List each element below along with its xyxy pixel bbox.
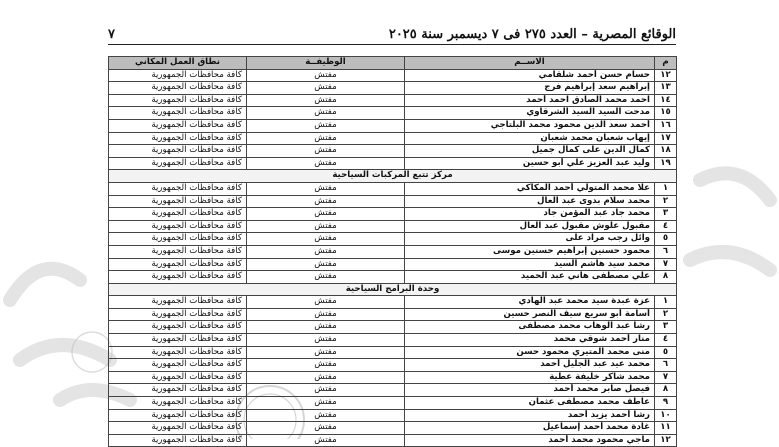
row-name: عزة عبدة سيد محمد عبد الهادي (405, 296, 655, 309)
table-row (109, 397, 677, 410)
row-name: محمد شاكر خليفة عطية (405, 371, 655, 384)
row-scope: كافة محافظات الجمهورية (109, 182, 247, 195)
row-name: رشا أحمد يزيد أحمد (405, 409, 655, 422)
row-job: مفتش (247, 434, 405, 447)
row-number: ٥ (655, 233, 677, 246)
row-job: مفتش (247, 397, 405, 410)
row-name: علي مصطفى هاني عبد الحميد (405, 271, 655, 284)
row-name: ماجي محمود محمد أحمد (405, 434, 655, 447)
table-row (109, 94, 677, 107)
row-job: مفتش (247, 94, 405, 107)
table-row (109, 107, 677, 120)
row-name: كمال الدين على كمال جميل (405, 145, 655, 158)
row-scope: كافة محافظات الجمهورية (109, 132, 247, 145)
row-name: احمد محمد الصادق احمد أحمد (405, 94, 655, 107)
table-row (109, 119, 677, 132)
row-scope: كافة محافظات الجمهورية (109, 321, 247, 334)
row-job: مفتش (247, 220, 405, 233)
row-job: مفتش (247, 346, 405, 359)
row-scope: كافة محافظات الجمهورية (109, 409, 247, 422)
table-row (109, 371, 677, 384)
row-job: مفتش (247, 409, 405, 422)
page-header (108, 16, 676, 45)
table-body (109, 69, 677, 447)
row-name: غادة محمد أحمد إسماعيل (405, 422, 655, 435)
row-number: ١١ (655, 422, 677, 435)
row-number: ٥ (655, 346, 677, 359)
table-row (109, 346, 677, 359)
row-scope: كافة محافظات الجمهورية (109, 233, 247, 246)
row-name: أحمد سعد الدين محمود محمد البلتاجي (405, 119, 655, 132)
row-scope: كافة محافظات الجمهورية (109, 94, 247, 107)
table-row (109, 359, 677, 372)
row-scope: كافة محافظات الجمهورية (109, 397, 247, 410)
table-row (109, 271, 677, 284)
table-row (109, 245, 677, 258)
row-name: محمد سلام بدوى عبد العال (405, 195, 655, 208)
row-scope: كافة محافظات الجمهورية (109, 359, 247, 372)
row-name: فيصل صابر محمد أحمد (405, 384, 655, 397)
section-row (109, 283, 677, 296)
row-number: ١٦ (655, 119, 677, 132)
row-number: ٦ (655, 359, 677, 372)
table-row (109, 82, 677, 95)
row-job: مفتش (247, 195, 405, 208)
table-row (109, 220, 677, 233)
row-number: ١٣ (655, 82, 677, 95)
table-row (109, 157, 677, 170)
row-job: مفتش (247, 208, 405, 221)
row-job: مفتش (247, 82, 405, 95)
row-number: ٢ (655, 308, 677, 321)
table-row (109, 321, 677, 334)
row-scope: كافة محافظات الجمهورية (109, 208, 247, 221)
page-number: ٧ (108, 27, 115, 42)
row-job: مفتش (247, 132, 405, 145)
row-number: ٢ (655, 195, 677, 208)
row-job: مفتش (247, 233, 405, 246)
table-header-row (109, 57, 677, 70)
section-row (109, 170, 677, 183)
table-row (109, 308, 677, 321)
table-row (109, 195, 677, 208)
row-number: ١٠ (655, 409, 677, 422)
row-scope: كافة محافظات الجمهورية (109, 145, 247, 158)
row-scope: كافة محافظات الجمهورية (109, 371, 247, 384)
table-row (109, 296, 677, 309)
row-scope: كافة محافظات الجمهورية (109, 384, 247, 397)
row-name: إيهاب شعبان محمد شعبان (405, 132, 655, 145)
row-name: أسامة أبو سريع سيف النصر حسين (405, 308, 655, 321)
row-job: مفتش (247, 258, 405, 271)
row-name: عاطف محمد مصطفى عثمان (405, 397, 655, 410)
row-number: ٦ (655, 245, 677, 258)
row-scope: كافة محافظات الجمهورية (109, 308, 247, 321)
row-name: وليد عبد العزيز علي أبو حسين (405, 157, 655, 170)
row-name: إبراهيم سعد إبراهيم فرج (405, 82, 655, 95)
row-job: مفتش (247, 145, 405, 158)
table-row (109, 208, 677, 221)
section-title: وحدة البرامج السياحية (109, 283, 677, 296)
row-name: محمد عيد عبد الجليل أحمد (405, 359, 655, 372)
row-scope: كافة محافظات الجمهورية (109, 346, 247, 359)
row-job: مفتش (247, 271, 405, 284)
section-title: مركز تتبع المركبات السياحية (109, 170, 677, 183)
table-row (109, 145, 677, 158)
row-number: ١ (655, 296, 677, 309)
table-row (109, 409, 677, 422)
row-job: مفتش (247, 107, 405, 120)
row-job: مفتش (247, 69, 405, 82)
table-row (109, 422, 677, 435)
row-job: مفتش (247, 334, 405, 347)
column-header-scope: نطاق العمل المكاني (109, 57, 247, 70)
row-job: مفتش (247, 422, 405, 435)
row-name: محمود حسنين إبراهيم حسنين موسى (405, 245, 655, 258)
table-row (109, 384, 677, 397)
row-scope: كافة محافظات الجمهورية (109, 107, 247, 120)
row-scope: كافة محافظات الجمهورية (109, 434, 247, 447)
row-number: ١٤ (655, 94, 677, 107)
row-scope: كافة محافظات الجمهورية (109, 157, 247, 170)
row-name: حسام حسن أحمد شلقامي (405, 69, 655, 82)
row-scope: كافة محافظات الجمهورية (109, 271, 247, 284)
row-scope: كافة محافظات الجمهورية (109, 334, 247, 347)
row-name: مدحت السيد السيد الشرقاوي (405, 107, 655, 120)
row-number: ٧ (655, 371, 677, 384)
table-row (109, 233, 677, 246)
gazette-title: الوقائع المصرية – العدد ٢٧٥ فى ٧ ديسمبر سنة ٢٠٢٥ (388, 27, 676, 42)
row-job: مفتش (247, 371, 405, 384)
row-number: ١٢ (655, 69, 677, 82)
row-number: ٣ (655, 208, 677, 221)
row-job: مفتش (247, 245, 405, 258)
column-header-number: م (655, 57, 677, 70)
row-number: ٩ (655, 397, 677, 410)
row-number: ١ (655, 182, 677, 195)
table-row (109, 258, 677, 271)
column-header-name: الاســم (405, 57, 655, 70)
inspectors-table (108, 56, 677, 447)
row-job: مفتش (247, 359, 405, 372)
row-number: ٨ (655, 384, 677, 397)
row-number: ١٥ (655, 107, 677, 120)
row-job: مفتش (247, 182, 405, 195)
row-number: ١٩ (655, 157, 677, 170)
row-job: مفتش (247, 296, 405, 309)
row-scope: كافة محافظات الجمهورية (109, 245, 247, 258)
row-number: ١٢ (655, 434, 677, 447)
row-name: مقبول علوش مقبول عبد العال (405, 220, 655, 233)
row-scope: كافة محافظات الجمهورية (109, 296, 247, 309)
row-scope: كافة محافظات الجمهورية (109, 195, 247, 208)
row-number: ٣ (655, 321, 677, 334)
row-job: مفتش (247, 157, 405, 170)
row-name: علا محمد المتولي أحمد المكاكي (405, 182, 655, 195)
column-header-job: الوظيفــة (247, 57, 405, 70)
row-job: مفتش (247, 384, 405, 397)
row-number: ١٨ (655, 145, 677, 158)
row-job: مفتش (247, 119, 405, 132)
table-row (109, 434, 677, 447)
table-row (109, 182, 677, 195)
row-number: ١٧ (655, 132, 677, 145)
row-scope: كافة محافظات الجمهورية (109, 422, 247, 435)
row-job: مفتش (247, 321, 405, 334)
row-name: منى محمد المتيري محمود حسن (405, 346, 655, 359)
row-name: منار أحمد شوقي محمد (405, 334, 655, 347)
row-name: محمد جاد عبد المؤمن جاد (405, 208, 655, 221)
table-row (109, 69, 677, 82)
row-number: ٤ (655, 334, 677, 347)
row-scope: كافة محافظات الجمهورية (109, 82, 247, 95)
row-name: رشا عبد الوهاب محمد مصطفى (405, 321, 655, 334)
row-number: ٨ (655, 271, 677, 284)
row-number: ٧ (655, 258, 677, 271)
row-scope: كافة محافظات الجمهورية (109, 69, 247, 82)
row-scope: كافة محافظات الجمهورية (109, 258, 247, 271)
row-name: محمد سيد هاشم السيد (405, 258, 655, 271)
row-scope: كافة محافظات الجمهورية (109, 220, 247, 233)
row-name: وائل رجب مراد على (405, 233, 655, 246)
row-scope: كافة محافظات الجمهورية (109, 119, 247, 132)
row-number: ٤ (655, 220, 677, 233)
table-row (109, 334, 677, 347)
table-row (109, 132, 677, 145)
row-job: مفتش (247, 308, 405, 321)
